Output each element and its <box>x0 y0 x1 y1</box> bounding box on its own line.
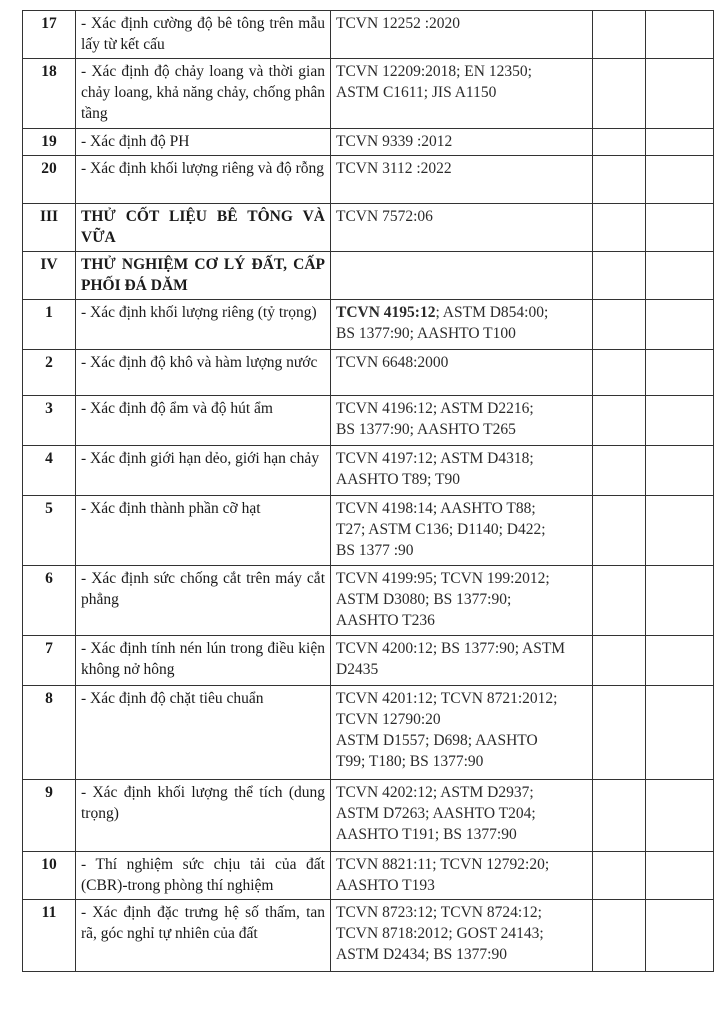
table-row <box>23 446 714 496</box>
standard-line: TCVN 6648:2000 <box>336 354 449 371</box>
row-number: 19 <box>23 129 76 156</box>
row-number: 1 <box>23 300 76 350</box>
standard-references <box>331 446 593 496</box>
empty-cell <box>593 129 646 156</box>
standard-line: TCVN 12209:2018; EN 12350; <box>336 63 532 80</box>
empty-cell <box>593 566 646 636</box>
row-number: 5 <box>23 496 76 566</box>
test-description: - Xác định cường độ bê tông trên mẫu lấy từ kết cấu <box>76 11 331 59</box>
row-number: 17 <box>23 11 76 59</box>
table-row <box>23 852 714 900</box>
standard-line: ASTM C1611; JIS A1150 <box>336 84 497 101</box>
standard-line: TCVN 4201:12; TCVN 8721:2012; <box>336 690 558 707</box>
section-title: THỬ CỐT LIỆU BÊ TÔNG VÀ VỮA <box>76 204 331 252</box>
standard-line: TCVN 3112 :2022 <box>336 160 452 177</box>
table-row <box>23 252 714 300</box>
standard-references <box>331 156 593 204</box>
empty-cell <box>646 252 714 300</box>
row-number: 3 <box>23 396 76 446</box>
standard-line: TCVN 7572:06 <box>336 208 433 225</box>
test-description: - Thí nghiệm sức chịu tải của đất (CBR)-trong phòng thí nghiệm <box>76 852 331 900</box>
test-description: - Xác định khối lượng riêng (tỷ trọng) <box>76 300 331 350</box>
row-number: 8 <box>23 686 76 780</box>
standard-references <box>331 252 593 300</box>
table-row <box>23 350 714 396</box>
table-row <box>23 204 714 252</box>
empty-cell <box>593 252 646 300</box>
row-number: 4 <box>23 446 76 496</box>
row-number: IV <box>23 252 76 300</box>
empty-cell <box>593 300 646 350</box>
standard-line: AASHTO T236 <box>336 612 435 629</box>
empty-cell <box>646 686 714 780</box>
standard-line: TCVN 4202:12; ASTM D2937; <box>336 784 534 801</box>
empty-cell <box>646 204 714 252</box>
empty-cell <box>593 156 646 204</box>
test-description: - Xác định sức chống cắt trên máy cắt phẳng <box>76 566 331 636</box>
empty-cell <box>593 636 646 686</box>
standard-references <box>331 496 593 566</box>
test-description: - Xác định độ PH <box>76 129 331 156</box>
standard-line: TCVN 12790:20 <box>336 711 441 728</box>
standard-bold: TCVN 4195:12 <box>336 304 436 321</box>
test-description: - Xác định độ khô và hàm lượng nước <box>76 350 331 396</box>
empty-cell <box>646 636 714 686</box>
standard-line: ASTM D7263; AASHTO T204; <box>336 805 536 822</box>
test-description: - Xác định giới hạn dẻo, giới hạn chảy <box>76 446 331 496</box>
empty-cell <box>646 11 714 59</box>
standard-references <box>331 300 593 350</box>
empty-cell <box>593 350 646 396</box>
standard-references <box>331 350 593 396</box>
row-number: 10 <box>23 852 76 900</box>
empty-cell <box>593 396 646 446</box>
table-row <box>23 59 714 129</box>
empty-cell <box>593 780 646 852</box>
test-description: - Xác định độ ẩm và độ hút ẩm <box>76 396 331 446</box>
empty-cell <box>646 900 714 972</box>
table-row <box>23 129 714 156</box>
standard-line: BS 1377:90; AASHTO T100 <box>336 325 516 342</box>
row-number: 11 <box>23 900 76 972</box>
standard-references <box>331 636 593 686</box>
empty-cell <box>593 204 646 252</box>
empty-cell <box>646 156 714 204</box>
standard-references <box>331 396 593 446</box>
standard-line: T99; T180; BS 1377:90 <box>336 753 484 770</box>
table-row <box>23 396 714 446</box>
standard-line: TCVN 9339 :2012 <box>336 133 453 150</box>
row-number: 6 <box>23 566 76 636</box>
row-number: 7 <box>23 636 76 686</box>
standards-table <box>22 10 714 972</box>
table-body <box>23 11 714 972</box>
empty-cell <box>646 129 714 156</box>
standard-references <box>331 204 593 252</box>
standard-line: AASHTO T89; T90 <box>336 471 461 488</box>
row-number: 2 <box>23 350 76 396</box>
empty-cell <box>646 566 714 636</box>
standard-line: ASTM D3080; BS 1377:90; <box>336 591 512 608</box>
empty-cell <box>593 900 646 972</box>
standard-line: ASTM D2434; BS 1377:90 <box>336 946 507 963</box>
standard-references <box>331 566 593 636</box>
row-number: 20 <box>23 156 76 204</box>
standard-line: TCVN 12252 :2020 <box>336 15 460 32</box>
table-row <box>23 686 714 780</box>
standard-line: T27; ASTM C136; D1140; D422; <box>336 521 546 538</box>
test-description: - Xác định khối lượng thể tích (dung trọng) <box>76 780 331 852</box>
table-row <box>23 636 714 686</box>
section-title: THỬ NGHIỆM CƠ LÝ ĐẤT, CẤP PHỐI ĐÁ DĂM <box>76 252 331 300</box>
test-description: - Xác định độ chặt tiêu chuẩn <box>76 686 331 780</box>
empty-cell <box>593 446 646 496</box>
document-page <box>22 10 713 972</box>
table-row <box>23 566 714 636</box>
standard-line: TCVN 4196:12; ASTM D2216; <box>336 400 534 417</box>
table-row <box>23 300 714 350</box>
test-description: - Xác định khối lượng riêng và độ rỗng <box>76 156 331 204</box>
empty-cell <box>646 496 714 566</box>
standard-references <box>331 59 593 129</box>
standard-references <box>331 780 593 852</box>
empty-cell <box>593 59 646 129</box>
standard-references <box>331 11 593 59</box>
empty-cell <box>646 446 714 496</box>
standard-references <box>331 900 593 972</box>
standard-line: TCVN 4197:12; ASTM D4318; <box>336 450 534 467</box>
standard-line: TCVN 8718:2012; GOST 24143; <box>336 925 544 942</box>
empty-cell <box>593 686 646 780</box>
standard-references <box>331 852 593 900</box>
row-number: 9 <box>23 780 76 852</box>
empty-cell <box>593 11 646 59</box>
table-row <box>23 900 714 972</box>
test-description: - Xác định độ chảy loang và thời gian chảy loang, khả năng chảy, chống phân tầng <box>76 59 331 129</box>
table-row <box>23 11 714 59</box>
standard-line: D2435 <box>336 661 379 678</box>
standard-line: ; ASTM D854:00; <box>435 304 549 321</box>
empty-cell <box>646 396 714 446</box>
test-description: - Xác định tính nén lún trong điều kiện không nở hông <box>76 636 331 686</box>
row-number: 18 <box>23 59 76 129</box>
empty-cell <box>646 852 714 900</box>
standard-line: AASHTO T191; BS 1377:90 <box>336 826 517 843</box>
empty-cell <box>646 300 714 350</box>
standard-line: BS 1377:90; AASHTO T265 <box>336 421 516 438</box>
standard-references <box>331 129 593 156</box>
standard-line: BS 1377 :90 <box>336 542 414 559</box>
standard-line: TCVN 8821:11; TCVN 12792:20; <box>336 856 550 873</box>
table-row <box>23 780 714 852</box>
standard-references <box>331 686 593 780</box>
empty-cell <box>646 59 714 129</box>
table-row <box>23 156 714 204</box>
test-description: - Xác định thành phần cỡ hạt <box>76 496 331 566</box>
test-description: - Xác định đặc trưng hệ số thấm, tan rã, góc nghỉ tự nhiên của đất <box>76 900 331 972</box>
row-number: III <box>23 204 76 252</box>
standard-line: TCVN 4198:14; AASHTO T88; <box>336 500 536 517</box>
empty-cell <box>646 350 714 396</box>
standard-line: ASTM D1557; D698; AASHTO <box>336 732 538 749</box>
empty-cell <box>593 496 646 566</box>
standard-line: TCVN 4200:12; BS 1377:90; ASTM <box>336 640 566 657</box>
empty-cell <box>593 852 646 900</box>
standard-line: TCVN 4199:95; TCVN 199:2012; <box>336 570 550 587</box>
table-row <box>23 496 714 566</box>
empty-cell <box>646 780 714 852</box>
standard-line: TCVN 8723:12; TCVN 8724:12; <box>336 904 542 921</box>
standard-line: AASHTO T193 <box>336 877 435 894</box>
